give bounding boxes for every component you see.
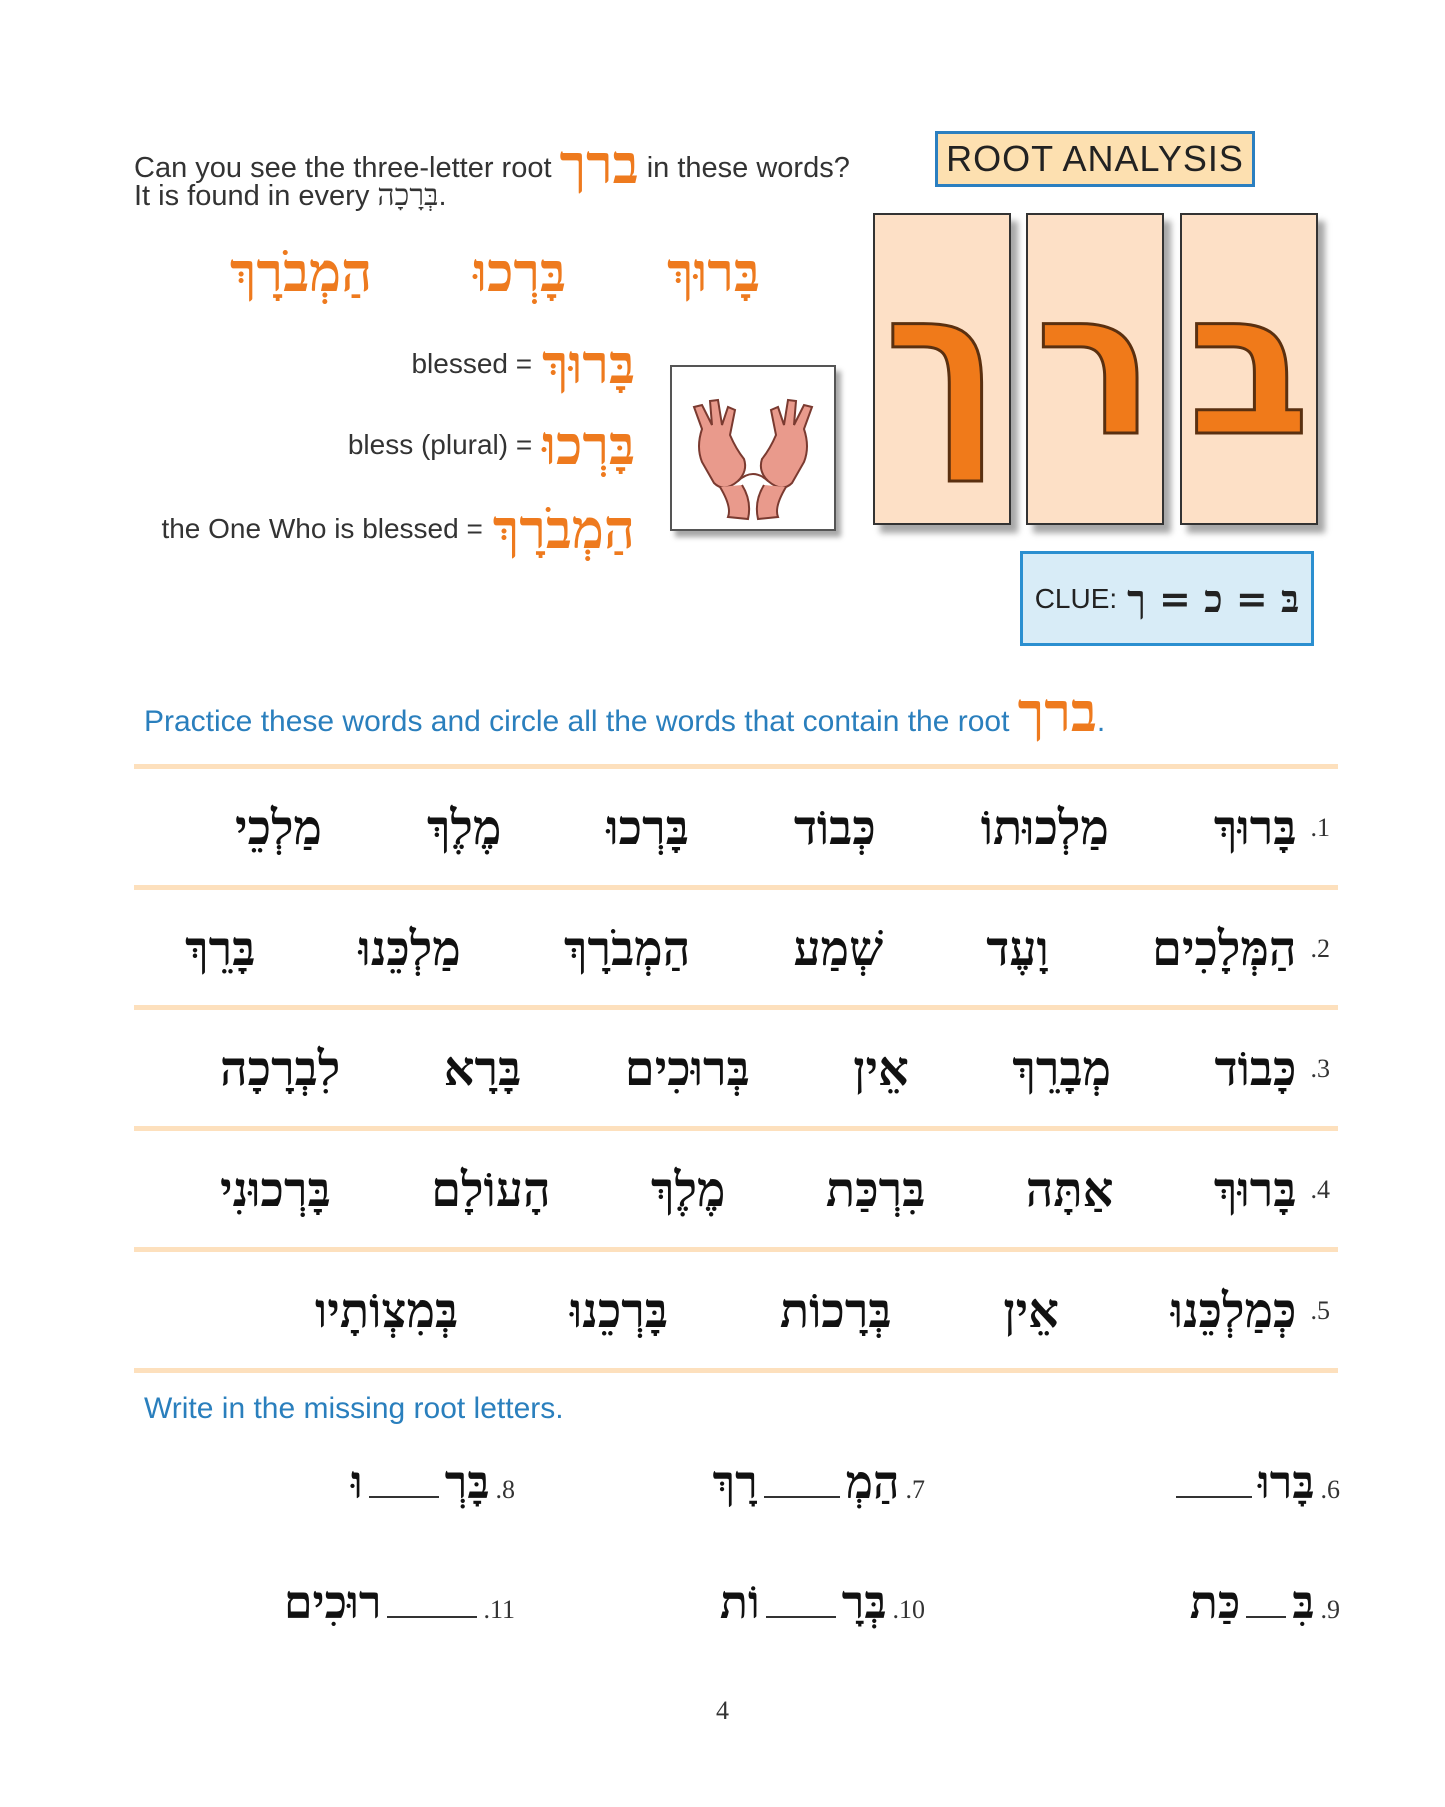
root-letter-tile (1180, 213, 1318, 525)
practice-word[interactable]: בָּרְכֵנוּ (569, 1282, 669, 1339)
blank-line[interactable] (387, 1608, 477, 1618)
practice-word[interactable]: אַתָּה (1025, 1161, 1114, 1218)
clue-letters: בּ = כ = ך (1127, 575, 1300, 621)
practice-word[interactable]: שְׁמַע (793, 920, 884, 977)
practice-word[interactable]: כְּמַלְכֵּנוּ (1170, 1282, 1297, 1339)
practice-word[interactable]: כָּבוֹד (1214, 1040, 1297, 1097)
item-number: .11 (483, 1595, 515, 1624)
intro-text-after: in these words? (646, 152, 850, 184)
root-letter: ך (884, 248, 1000, 481)
word-prefix: בָּרְ (444, 1455, 490, 1509)
word-prefix: בְּרָ (841, 1575, 887, 1629)
missing-item-11 (284, 1575, 515, 1629)
practice-word[interactable]: הַמְּלָכִים (1151, 920, 1297, 977)
practice-word[interactable]: בְּרָכוֹת (779, 1282, 892, 1339)
practice-row-3 (150, 1016, 1330, 1121)
practice-word[interactable]: בָּרְכוּ (606, 799, 689, 856)
definition-hebrew: בָּרְכוּ (542, 413, 635, 477)
root-letter: ר (1034, 248, 1156, 481)
practice-word[interactable]: אֵין (1003, 1282, 1059, 1339)
row-number: .4 (1310, 1174, 1330, 1204)
definition-row (130, 325, 635, 403)
word-prefix: הַמְ (845, 1455, 900, 1509)
intro-root-word: ברך (559, 132, 639, 196)
row-number: .5 (1310, 1295, 1330, 1325)
intro-bracha-word: בְּרָכָה (377, 178, 439, 213)
intro-line-2 (134, 178, 447, 213)
practice-word[interactable]: בִּרְכַּת (825, 1161, 926, 1218)
definition-row (130, 487, 635, 571)
practice-row-4 (150, 1137, 1330, 1242)
definition-row (130, 403, 635, 487)
page-number: 4 (716, 1696, 729, 1725)
root-letter-tile (873, 213, 1011, 525)
blank-line[interactable] (369, 1488, 439, 1498)
clue-box (1020, 551, 1314, 646)
praying-hands-photo (670, 365, 836, 531)
practice-word[interactable]: מַלְכֵי (235, 799, 322, 856)
missing-item-8 (351, 1455, 515, 1509)
row-start (1215, 1041, 1330, 1097)
practice-word[interactable]: הָעוֹלָם (431, 1161, 551, 1218)
practice-word[interactable]: הַמְבֹרָךְ (563, 920, 691, 977)
practice-word[interactable]: מֶלֶךְ (426, 799, 502, 856)
divider (134, 885, 1338, 890)
row-start (1152, 921, 1330, 977)
root-letter-tile (1026, 213, 1164, 525)
divider (134, 1368, 1338, 1373)
practice-word[interactable]: וָעֶד (986, 920, 1049, 977)
practice-instruction: Practice these words and circle all the words that contain the root ברך. (144, 680, 1106, 744)
blank-line[interactable] (1176, 1488, 1252, 1498)
root-letter: ב (1188, 248, 1310, 481)
big-words-row (230, 240, 760, 304)
clue-label: CLUE: (1034, 582, 1118, 614)
missing-item-6 (1176, 1455, 1340, 1509)
word-suffix: כַּת (1189, 1575, 1241, 1629)
missing-item-9 (1190, 1575, 1340, 1629)
definition-english: the One Who is blessed = (161, 513, 483, 544)
blank-line[interactable] (1246, 1608, 1286, 1618)
big-word-hamevorach: הַמְבֹרָךְ (230, 240, 373, 304)
practice-word[interactable]: אֵין (853, 1040, 909, 1097)
practice-word[interactable]: מַלְכֵּנוּ (358, 920, 461, 977)
intro-text-2: It is found in every (134, 180, 370, 212)
row-number: .1 (1310, 812, 1330, 842)
intro-period: . (438, 180, 447, 212)
item-number: .8 (495, 1475, 515, 1504)
divider (134, 1005, 1338, 1010)
divider (134, 1126, 1338, 1131)
practice-word[interactable]: מְבָרֵךְ (1012, 1040, 1112, 1097)
word-prefix: בָּרוּ (1257, 1455, 1315, 1509)
missing-instruction: Write in the missing root letters. (144, 1392, 564, 1425)
item-number: .6 (1320, 1475, 1340, 1504)
blank-line[interactable] (764, 1488, 840, 1498)
row-number: .2 (1310, 933, 1330, 963)
praying-hands-icon (672, 367, 834, 529)
practice-word[interactable]: בָּרוּךְ (1213, 799, 1297, 856)
definition-hebrew: בָּרוּךְ (542, 332, 635, 396)
word-suffix: וֹת (719, 1575, 760, 1629)
missing-item-7 (713, 1455, 925, 1509)
practice-root-word: ברך (1017, 680, 1097, 744)
item-number: .9 (1320, 1595, 1340, 1624)
item-number: .10 (892, 1595, 925, 1624)
practice-word[interactable]: כְּבוֹד (793, 799, 876, 856)
blank-line[interactable] (766, 1608, 836, 1618)
big-word-baruch: בָּרוּךְ (667, 240, 760, 304)
row-number: .3 (1310, 1053, 1330, 1083)
row-start (1214, 800, 1330, 856)
item-number: .7 (905, 1475, 925, 1504)
word-suffix: רוּכִים (283, 1575, 382, 1629)
definitions (130, 325, 635, 571)
practice-word[interactable]: בָּרָא (443, 1040, 522, 1097)
missing-item-10 (720, 1575, 925, 1629)
row-start (1214, 1162, 1330, 1218)
practice-word[interactable]: בָּרֵךְ (185, 920, 256, 977)
practice-word[interactable]: בָּרְכוּנִי (220, 1161, 331, 1218)
row-start (1171, 1283, 1330, 1339)
word-prefix: בִּ (1292, 1575, 1315, 1629)
divider (134, 1247, 1338, 1252)
practice-word[interactable]: בְּמִצְוֹתָיו (315, 1282, 459, 1339)
definition-english: bless (plural) = (347, 429, 533, 460)
root-analysis-title: ROOT ANALYSIS (935, 131, 1255, 187)
practice-row-2 (150, 896, 1330, 1001)
definition-english: blessed = (411, 348, 533, 379)
practice-word[interactable]: מֶלֶךְ (651, 1161, 726, 1218)
practice-row-5 (150, 1258, 1330, 1363)
practice-instruction-text: Practice these words and circle all the words that contain the root (144, 705, 1010, 738)
practice-word[interactable]: מַלְכוּתוֹ (980, 799, 1109, 856)
big-word-barchu: בָּרְכוּ (473, 240, 567, 304)
practice-word[interactable]: לִבְרָכָה (220, 1040, 341, 1097)
practice-word[interactable]: בְּרוּכִים (624, 1040, 750, 1097)
word-suffix: וּ (350, 1455, 363, 1509)
practice-word[interactable]: בָּרוּךְ (1213, 1161, 1297, 1218)
definition-hebrew: הַמְבֹרָךְ (492, 497, 635, 561)
divider (134, 764, 1338, 769)
intro-text: Can you see the three-letter root (134, 152, 552, 184)
word-suffix: רָךְ (712, 1455, 758, 1509)
practice-row-1 (150, 775, 1330, 880)
